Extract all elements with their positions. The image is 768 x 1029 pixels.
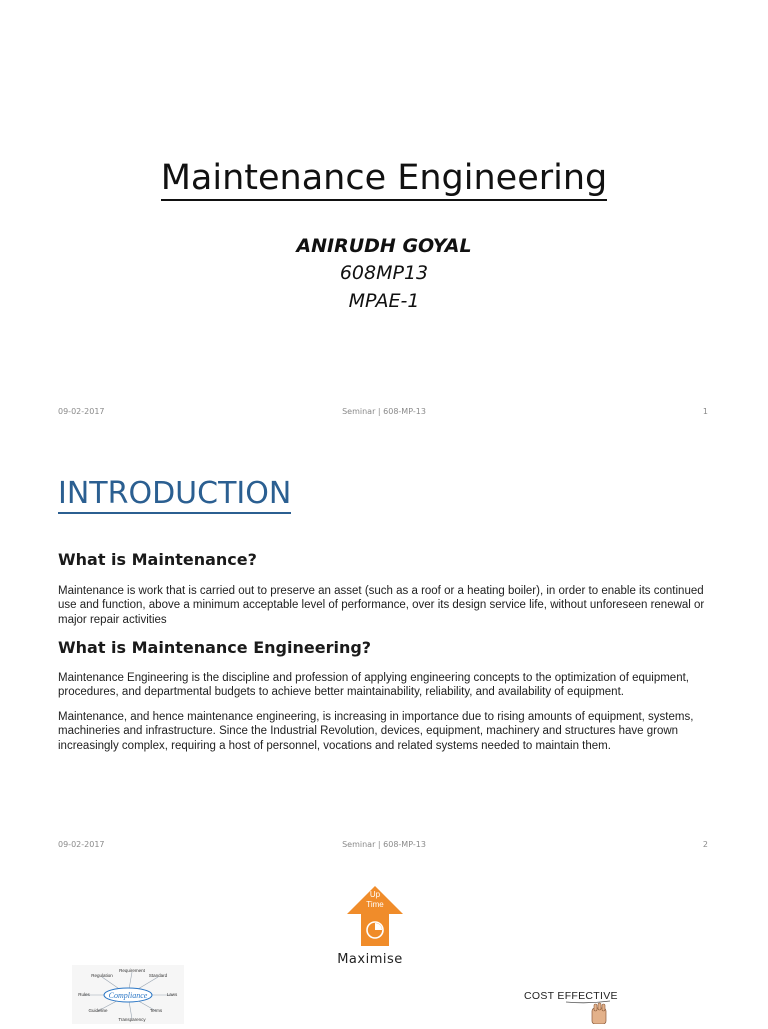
paragraph: Maintenance, and hence maintenance engineering, is increasing in importance due to rising amounts of equipment, systems, machineries and infrastructure. Since the Industrial Revolution, devices, equipment, machinery and structures have grown increasingly complex, requiring a host of personnel, vocations and related systems needed to maintain them. xyxy=(58,711,694,752)
cost-effective-text: COST EFFECTIVE xyxy=(524,990,618,1002)
compliance-diagram xyxy=(72,965,184,1024)
compliance-center: Compliance xyxy=(108,991,148,1000)
compliance-word: Laws xyxy=(166,992,178,997)
footer-center: Seminar | 608-MP-13 xyxy=(342,840,426,849)
paragraph: Maintenance is work that is carried out to preserve an asset (such as a roof or a heating boiler), in order to enable its continued use and function, above a minimum acceptable level of performance, over its design service life, without unforeseen renewal or major repair activities xyxy=(58,585,705,626)
author-name: ANIRUDH GOYAL xyxy=(296,235,472,257)
paragraph: Maintenance Engineering is the discipline and profession of applying engineering concepts to the optimization of equipment, procedures, and departmental budgets to achieve better maintainability, reliability, and availability of equipment. xyxy=(58,672,689,699)
compliance-word: Guideline xyxy=(88,1008,108,1013)
compliance-word: Standard xyxy=(148,973,168,978)
compliance-word: Requirement xyxy=(119,968,145,973)
footer-date: 09-02-2017 xyxy=(58,407,105,416)
compliance-word: Regulation xyxy=(91,973,113,978)
class-name: MPAE-1 xyxy=(348,290,420,312)
compliance-word: Transparency xyxy=(118,1017,146,1022)
section-heading: INTRODUCTION xyxy=(58,476,291,514)
question-heading: What is Maintenance? xyxy=(58,550,257,569)
roll-number: 608MP13 xyxy=(339,262,429,284)
slide-title: Maintenance Engineering xyxy=(0,158,768,198)
footer-center: Seminar | 608-MP-13 xyxy=(342,407,426,416)
uptime-label: Up Time xyxy=(366,890,384,909)
page-number: 1 xyxy=(702,407,708,416)
maximise-label: Maximise xyxy=(337,952,403,967)
cost-effective-illustration xyxy=(518,982,622,1024)
compliance-word: Rules xyxy=(78,992,90,997)
compliance-word: Terms xyxy=(149,1008,163,1013)
hand-icon xyxy=(592,1003,606,1024)
question-heading: What is Maintenance Engineering? xyxy=(58,638,372,657)
page-number: 2 xyxy=(702,840,708,849)
footer-date: 09-02-2017 xyxy=(58,840,105,849)
